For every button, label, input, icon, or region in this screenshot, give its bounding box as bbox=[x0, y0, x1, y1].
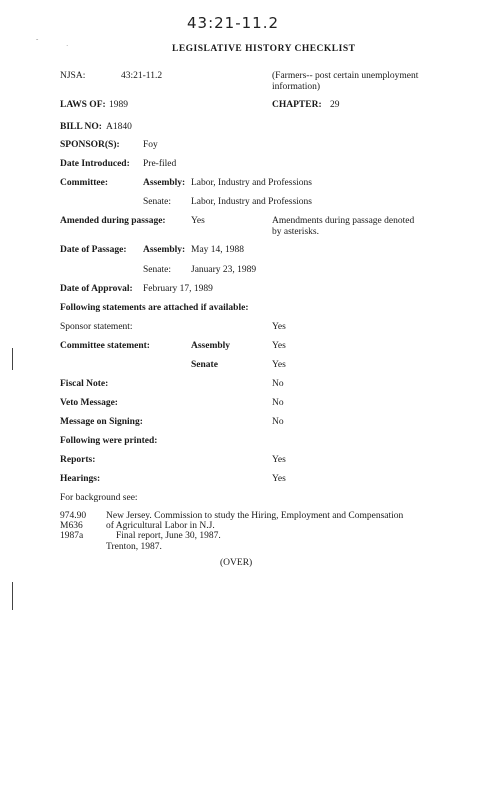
background-citation-line1: New Jersey. Commission to study the Hiring, Employment and Compensation bbox=[106, 511, 404, 521]
amended-value: Yes bbox=[191, 216, 205, 226]
njsa-note: (Farmers-- post certain unemployment information) bbox=[272, 71, 419, 92]
committee-statement-assembly-label: Assembly bbox=[191, 341, 231, 351]
message-on-signing-label: Message on Signing: bbox=[60, 417, 143, 427]
attached-statements-heading: Following statements are attached if available: bbox=[60, 303, 249, 313]
sponsors-label: SPONSOR(S): bbox=[60, 140, 120, 150]
veto-message-label: Veto Message: bbox=[60, 398, 118, 408]
chapter-label: CHAPTER: bbox=[272, 100, 322, 110]
sponsors-value: Foy bbox=[143, 140, 158, 150]
fiscal-note-value: No bbox=[272, 379, 284, 389]
background-heading: For background see: bbox=[60, 493, 138, 503]
call-number-line2: M636 bbox=[60, 521, 83, 531]
veto-message-value: No bbox=[272, 398, 284, 408]
bill-no-label: BILL NO: bbox=[60, 122, 102, 132]
amended-label: Amended during passage: bbox=[60, 216, 166, 226]
document-title: LEGISLATIVE HISTORY CHECKLIST bbox=[172, 44, 356, 54]
fiscal-note-label: Fiscal Note: bbox=[60, 379, 109, 389]
committee-statement-senate-value: Yes bbox=[272, 360, 286, 370]
reports-label: Reports: bbox=[60, 455, 96, 465]
reports-value: Yes bbox=[272, 455, 286, 465]
scan-margin-mark bbox=[12, 348, 13, 370]
laws-of-label: LAWS OF: bbox=[60, 100, 106, 110]
laws-of-value: 1989 bbox=[109, 100, 128, 110]
njsa-label: NJSA: bbox=[60, 71, 86, 81]
stray-mark: · bbox=[66, 42, 69, 50]
date-introduced-label: Date Introduced: bbox=[60, 159, 130, 169]
date-of-passage-label: Date of Passage: bbox=[60, 245, 127, 255]
committee-statement-assembly-value: Yes bbox=[272, 341, 286, 351]
call-number-line3: 1987a bbox=[60, 531, 84, 541]
amended-note-line1: Amendments during passage denoted bbox=[272, 216, 415, 226]
committee-statement-label: Committee statement: bbox=[60, 341, 150, 351]
njsa-value: 43:21-11.2 bbox=[121, 71, 163, 81]
printed-heading: Following were printed: bbox=[60, 436, 158, 446]
passage-assembly-label: Assembly: bbox=[143, 245, 186, 255]
passage-senate-label: Senate: bbox=[143, 265, 171, 275]
passage-assembly-value: May 14, 1988 bbox=[191, 245, 245, 255]
background-citation-line2: of Agricultural Labor in N.J. bbox=[106, 521, 215, 531]
chapter-value: 29 bbox=[330, 100, 340, 110]
stray-mark: - bbox=[36, 35, 39, 43]
sponsor-statement-value: Yes bbox=[272, 322, 286, 332]
committee-assembly-label: Assembly: bbox=[143, 178, 186, 188]
bill-no-value: A1840 bbox=[106, 122, 132, 132]
message-on-signing-value: No bbox=[272, 417, 284, 427]
date-of-approval-label: Date of Approval: bbox=[60, 284, 133, 294]
scan-margin-mark bbox=[12, 582, 13, 610]
committee-senate-value: Labor, Industry and Professions bbox=[191, 197, 312, 207]
date-of-approval-value: February 17, 1989 bbox=[143, 284, 213, 294]
sponsor-statement-label: Sponsor statement: bbox=[60, 322, 133, 332]
hearings-label: Hearings: bbox=[60, 474, 101, 484]
background-citation-line4: Trenton, 1987. bbox=[106, 542, 162, 552]
over-marker: (OVER) bbox=[220, 558, 253, 568]
hearings-value: Yes bbox=[272, 474, 286, 484]
date-introduced-value: Pre-filed bbox=[143, 159, 177, 169]
handwritten-document-number: 43:21-11.2 bbox=[187, 14, 280, 32]
committee-assembly-value: Labor, Industry and Professions bbox=[191, 178, 312, 188]
passage-senate-value: January 23, 1989 bbox=[191, 265, 257, 275]
committee-senate-label: Senate: bbox=[143, 197, 171, 207]
call-number-line1: 974.90 bbox=[60, 511, 87, 521]
committee-statement-senate-label: Senate bbox=[191, 360, 218, 370]
background-citation-line3: Final report, June 30, 1987. bbox=[116, 531, 221, 541]
amended-note-line2: by asterisks. bbox=[272, 227, 319, 237]
committee-label: Committee: bbox=[60, 178, 109, 188]
